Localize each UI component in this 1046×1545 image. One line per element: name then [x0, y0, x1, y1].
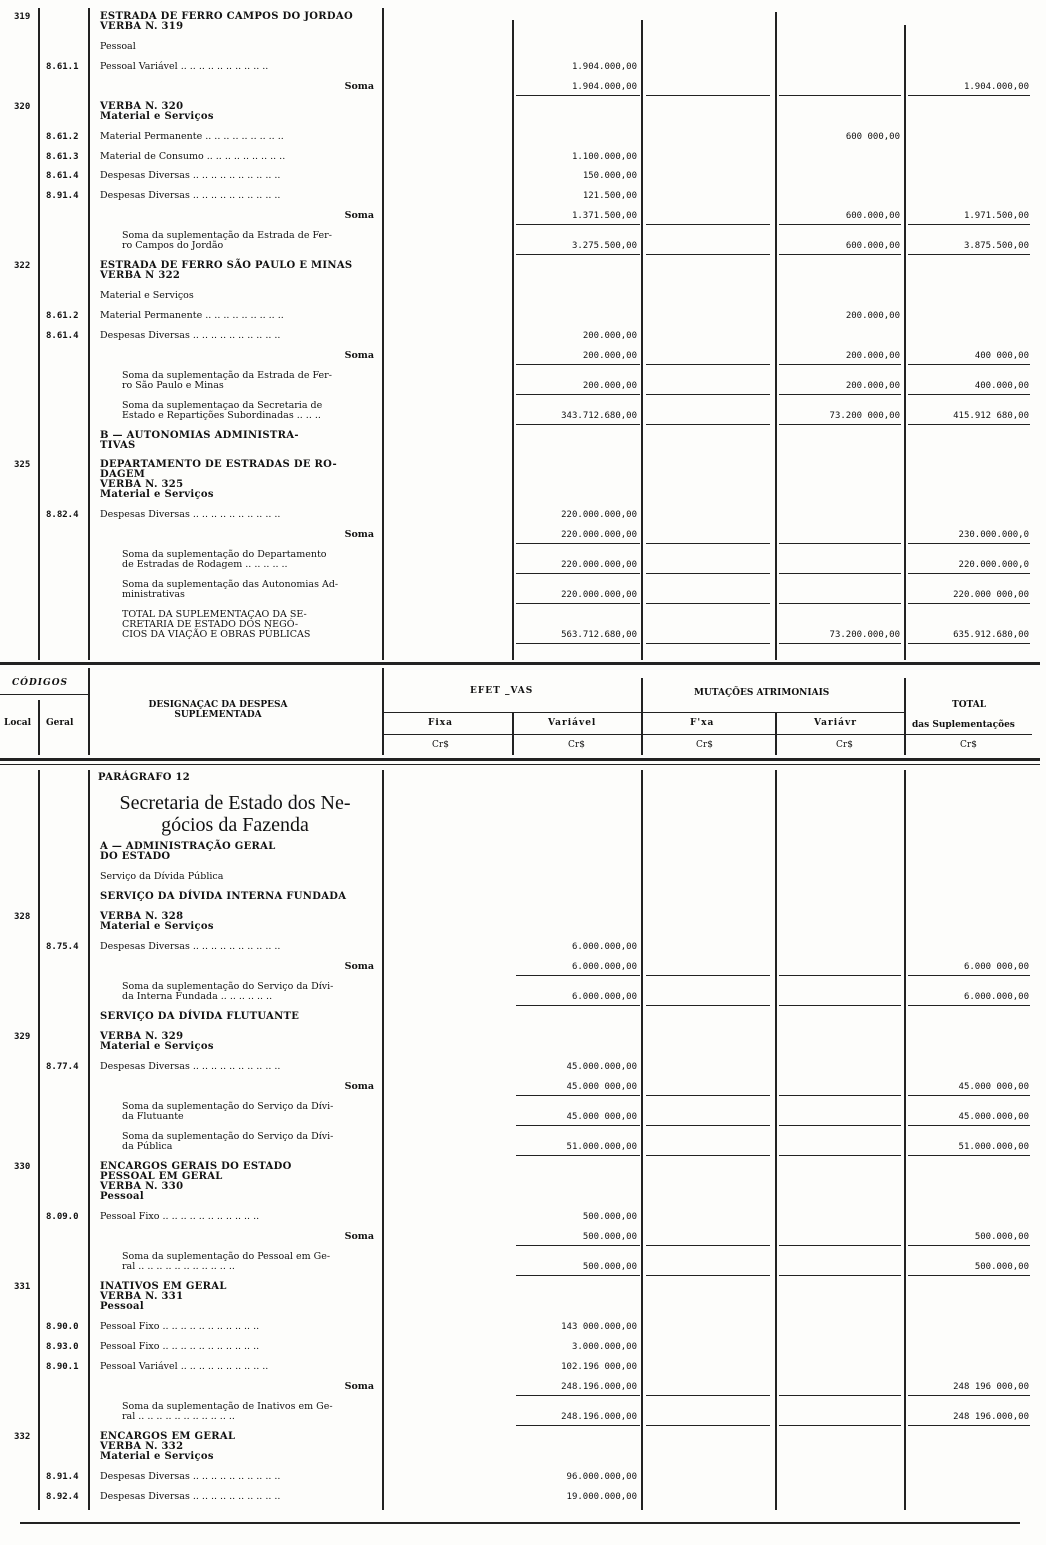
row-label: Despesas Diversas .. .. .. .. .. .. .. .. .. ..	[100, 190, 281, 202]
value-variavel: 96.000.000,00	[566, 1472, 637, 1482]
soma-label: Soma	[344, 349, 374, 361]
row-label: Despesas Diversas .. .. .. .. .. .. .. .. .. ..	[100, 1491, 281, 1502]
value-variavel: 6.000.000,00	[571, 942, 637, 952]
value-total: 220.000.000,0	[958, 560, 1029, 571]
value-variavel: 19.000.000,00	[566, 1492, 637, 1502]
rule-designacao-bottom	[382, 770, 384, 1510]
header-rule	[88, 668, 90, 755]
row-label: TOTAL DA SUPLEMENTAÇAO DA SE- CRETARIA DE ESTADO DOS NEGÓ- CIOS DA VIAÇÃO E OBRAS PÚBLICAS	[122, 609, 311, 641]
geral-code: 319	[14, 12, 31, 22]
header-local: Local	[4, 718, 32, 728]
value-variavel: 6.000.000,00	[571, 992, 637, 1002]
sum-rule	[779, 543, 901, 544]
local-code: 8.61.2	[46, 310, 79, 321]
value-total: 3.875.500,00	[963, 241, 1029, 252]
row-label: Soma da suplementaçao da Secretaria de Estado e Repartições Subordinadas .. .. ..	[122, 399, 323, 421]
sum-rule	[516, 364, 640, 365]
header-rule	[382, 668, 384, 755]
sum-rule	[908, 254, 1030, 255]
soma-label: Soma	[344, 961, 374, 972]
value-variavel: 220.000.000,00	[561, 530, 637, 541]
soma-label: Soma	[344, 1081, 374, 1092]
sum-rule	[779, 1245, 901, 1246]
row-label: ESTRADA DE FERRO CAMPOS DO JORDAO VERBA N. 319	[100, 11, 353, 32]
rule-mut-variavel-bottom	[904, 770, 906, 1510]
value-total: 220.000 000,00	[953, 590, 1029, 601]
row-label: Soma da suplementação da Estrada de Fer- ro Campos do Jordão	[122, 230, 332, 252]
local-code: 8.61.4	[46, 330, 79, 341]
sum-rule	[646, 364, 770, 365]
local-code: 8.75.4	[46, 942, 79, 952]
row-label: Serviço da Dívida Pública	[100, 871, 224, 882]
local-code: 8.92.4	[46, 1492, 79, 1502]
row-label: Material Permanente .. .. .. .. .. .. .. .. ..	[100, 309, 284, 321]
sum-rule	[779, 1005, 901, 1006]
row-label: Material de Consumo .. .. .. .. .. .. .. .. ..	[100, 150, 286, 162]
local-code: 8.91.4	[46, 191, 79, 202]
value-variavel: 51.000.000,00	[566, 1142, 637, 1152]
sum-rule	[516, 1155, 640, 1156]
local-code: 8.77.4	[46, 1062, 79, 1072]
value-variavel: 6.000.000,00	[571, 962, 637, 972]
sum-rule	[908, 643, 1030, 644]
sum-rule	[516, 1095, 640, 1096]
header-designacao: DESIGNAÇAC DA DESPESA SUPLEMENTADA	[148, 700, 288, 720]
sum-rule	[516, 975, 640, 976]
sum-rule	[908, 424, 1030, 425]
row-label: Pessoal Fixo .. .. .. .. .. .. .. .. .. .. ..	[100, 1211, 260, 1222]
row-label: DEPARTAMENTO DE ESTRADAS DE RO- DAGEM VERBA N. 325 Material e Serviços	[100, 459, 337, 501]
row-label: Soma da suplementação da Estrada de Fer- ro São Paulo e Minas	[122, 369, 332, 391]
sum-rule	[516, 1425, 640, 1426]
row-label: Despesas Diversas .. .. .. .. .. .. .. .. .. ..	[100, 1061, 281, 1072]
sum-rule	[646, 975, 770, 976]
row-label: Pessoal Variável .. .. .. .. .. .. .. .. .. ..	[100, 1361, 269, 1372]
row-label: VERBA N. 329 Material e Serviços	[100, 1031, 214, 1052]
sum-rule	[646, 254, 770, 255]
row-label: Soma da suplementação de Inativos em Ge- ral .. .. .. .. .. .. .. .. .. .. ..	[122, 1401, 333, 1422]
local-code: 8.90.1	[46, 1362, 79, 1372]
row-label: Pessoal Fixo .. .. .. .. .. .. .. .. .. .. ..	[100, 1341, 260, 1352]
sum-rule	[908, 224, 1030, 225]
value-variavel: 220.000.000,00	[561, 510, 637, 521]
sum-rule	[779, 573, 901, 574]
header-fixa: Fixa	[428, 718, 454, 728]
header-cr-mut-fixa: Cr$	[696, 740, 713, 750]
sum-rule	[646, 424, 770, 425]
header-rule	[382, 712, 904, 713]
header-codigos: CÓDIGOS	[12, 678, 69, 688]
sum-rule	[516, 643, 640, 644]
sum-rule	[779, 424, 901, 425]
sum-rule	[646, 1095, 770, 1096]
sum-rule	[646, 1275, 770, 1276]
sum-rule	[646, 224, 770, 225]
sum-rule	[779, 1095, 901, 1096]
sum-rule	[779, 364, 901, 365]
sum-rule	[779, 1395, 901, 1396]
value-mut-var: 73.200 000,00	[829, 410, 900, 421]
sum-rule	[646, 1245, 770, 1246]
row-label: Despesas Diversas .. .. .. .. .. .. .. .. .. ..	[100, 329, 281, 341]
value-variavel: 1.371.500,00	[571, 211, 637, 222]
rule-mut-fixa-bottom	[775, 770, 777, 1510]
sum-rule	[908, 1155, 1030, 1156]
local-code: 8.90.0	[46, 1322, 79, 1332]
row-label: Despesas Diversas .. .. .. .. .. .. .. .. .. ..	[100, 170, 281, 182]
local-code: 8.61.2	[46, 131, 79, 142]
value-variavel: 45.000 000,00	[566, 1112, 637, 1122]
sum-rule	[516, 1125, 640, 1126]
value-mut-var: 600.000,00	[845, 211, 900, 222]
value-variavel: 563.712.680,00	[561, 630, 637, 641]
paragrafo-title: PARÁGRAFO 12	[98, 772, 191, 783]
page-bottom-rule	[20, 1522, 1020, 1524]
row-label: Soma da suplementação do Departamento de Estradas de Rodagem .. .. .. .. ..	[122, 549, 327, 571]
value-mut-var: 600.000,00	[845, 241, 900, 252]
sum-rule	[516, 1245, 640, 1246]
rule-local	[88, 8, 90, 660]
value-total: 45.000 000,00	[958, 1082, 1029, 1092]
sum-rule	[908, 95, 1030, 96]
sum-rule	[646, 543, 770, 544]
sum-rule	[646, 643, 770, 644]
value-variavel: 220.000.000,00	[561, 590, 637, 601]
sum-rule	[646, 95, 770, 96]
value-variavel: 220.000.000,00	[561, 560, 637, 571]
header-rule	[775, 712, 777, 755]
row-label: A — ADMINISTRAÇÃO GERAL DO ESTADO	[100, 841, 276, 862]
soma-label: Soma	[344, 210, 374, 222]
row-label: VERBA N. 328 Material e Serviços	[100, 911, 214, 932]
rule-geral	[38, 8, 40, 660]
header-rule	[512, 712, 514, 755]
row-label: VERBA N. 320 Material e Serviços	[100, 100, 214, 122]
row-label: Soma da suplementação das Autonomias Ad- ministrativas	[122, 579, 339, 601]
value-mut-var: 200.000,00	[845, 380, 900, 391]
header-rule	[382, 734, 1032, 735]
row-label: Despesas Diversas .. .. .. .. .. .. .. .. .. ..	[100, 941, 281, 952]
value-variavel: 45.000.000,00	[566, 1062, 637, 1072]
sum-rule	[908, 1275, 1030, 1276]
sum-rule	[516, 543, 640, 544]
header-divider-thin	[0, 764, 1040, 765]
value-variavel: 102.196 000,00	[561, 1362, 637, 1372]
sum-rule	[779, 643, 901, 644]
header-rule	[904, 678, 906, 755]
geral-code: 329	[14, 1032, 31, 1042]
value-total: 1.904.000,00	[963, 81, 1029, 92]
geral-code: 331	[14, 1282, 31, 1292]
sum-rule	[516, 1395, 640, 1396]
value-mut-var: 73.200.000,00	[829, 630, 900, 641]
row-label: Soma da suplementação do Serviço da Dívi- da Flutuante	[122, 1101, 334, 1122]
value-total: 1.971.500,00	[963, 211, 1029, 222]
geral-code: 332	[14, 1432, 31, 1442]
value-variavel: 143 000.000,00	[561, 1322, 637, 1332]
row-label: Pessoal Variável .. .. .. .. .. .. .. .. .. ..	[100, 60, 269, 72]
sum-rule	[779, 603, 901, 604]
header-rule	[641, 678, 643, 755]
sum-rule	[908, 603, 1030, 604]
sum-rule	[646, 1125, 770, 1126]
rule-designacao	[382, 8, 384, 660]
sum-rule	[646, 1425, 770, 1426]
row-label: Soma da suplementação do Serviço da Dívi- da Interna Fundada .. .. .. .. .. ..	[122, 981, 334, 1002]
row-label: Pessoal	[100, 40, 136, 52]
soma-label: Soma	[344, 1231, 374, 1242]
header-variavel: Variável	[548, 718, 597, 728]
sum-rule	[646, 1395, 770, 1396]
sum-rule	[908, 1125, 1030, 1126]
value-variavel: 500.000,00	[582, 1262, 637, 1272]
soma-label: Soma	[344, 80, 374, 92]
value-variavel: 1.100.000,00	[571, 151, 637, 162]
geral-code: 322	[14, 261, 31, 272]
value-variavel: 200.000,00	[582, 330, 637, 341]
sum-rule	[779, 254, 901, 255]
local-code: 8.61.1	[46, 61, 79, 72]
soma-label: Soma	[344, 1381, 374, 1392]
value-variavel: 3.275.500,00	[571, 241, 637, 252]
value-variavel: 121.500,00	[582, 191, 637, 202]
sum-rule	[516, 424, 640, 425]
row-label: B — AUTONOMIAS ADMINISTRA- TIVAS	[100, 429, 299, 451]
sum-rule	[908, 364, 1030, 365]
row-label: Despesas Diversas .. .. .. .. .. .. .. .. .. ..	[100, 1471, 281, 1482]
rule-variavel-bottom	[641, 770, 643, 1510]
value-variavel: 500.000,00	[582, 1232, 637, 1242]
value-variavel: 3.000.000,00	[571, 1342, 637, 1352]
sum-rule	[516, 603, 640, 604]
value-total: 6.000.000,00	[963, 992, 1029, 1002]
rule-mut-variavel	[904, 25, 906, 660]
sum-rule	[908, 543, 1030, 544]
sum-rule	[908, 1395, 1030, 1396]
sum-rule	[779, 224, 901, 225]
value-variavel: 150.000,00	[582, 171, 637, 182]
header-das-suplementacoes: das Suplementações	[912, 720, 1015, 730]
sum-rule	[908, 1425, 1030, 1426]
rule-variavel	[641, 20, 643, 660]
sum-rule	[516, 95, 640, 96]
sum-rule	[779, 1155, 901, 1156]
value-total: 635.912.680,00	[953, 630, 1029, 641]
local-code: 8.93.0	[46, 1342, 79, 1352]
value-total: 51.000.000,00	[958, 1142, 1029, 1152]
header-mut-variavel: Variávr	[814, 718, 857, 728]
sum-rule	[908, 573, 1030, 574]
rule-local-bottom	[88, 770, 90, 1510]
sum-rule	[908, 1005, 1030, 1006]
value-total: 45.000.000,00	[958, 1112, 1029, 1122]
value-total: 230.000.000,0	[958, 530, 1029, 541]
value-total: 400 000,00	[974, 350, 1029, 361]
sum-rule	[646, 394, 770, 395]
header-cr-total: Cr$	[960, 740, 977, 750]
value-total: 6.000 000,00	[963, 962, 1029, 972]
row-label: SERVIÇO DA DÍVIDA INTERNA FUNDADA	[100, 891, 347, 902]
sum-rule	[516, 254, 640, 255]
local-code: 8.09.0	[46, 1212, 79, 1222]
row-label: Soma da suplementação do Serviço da Dívi- da Pública	[122, 1131, 334, 1152]
row-label: ENCARGOS EM GERAL VERBA N. 332 Material e Serviços	[100, 1431, 236, 1462]
value-total: 248 196.000,00	[953, 1412, 1029, 1422]
sum-rule	[646, 573, 770, 574]
header-mutacoes: MUTAÇÕES ATRIMONIAIS	[694, 688, 830, 698]
row-label: Soma da suplementação do Pessoal em Ge- ral .. .. .. .. .. .. .. .. .. .. ..	[122, 1251, 331, 1272]
value-mut-var: 200.000,00	[845, 310, 900, 321]
header-divider	[0, 758, 1040, 761]
sum-rule	[646, 603, 770, 604]
value-mut-var: 600 000,00	[845, 131, 900, 142]
header-cr-mut-variavel: Cr$	[836, 740, 853, 750]
header-rule	[0, 694, 88, 695]
header-efetivas: EFET _VAS	[470, 686, 534, 696]
value-total: 500.000,00	[974, 1262, 1029, 1272]
sum-rule	[516, 224, 640, 225]
value-total: 400.000,00	[974, 380, 1029, 391]
sum-rule	[908, 394, 1030, 395]
sum-rule	[908, 1245, 1030, 1246]
row-label: ESTRADA DE FERRO SÃO PAULO E MINAS VERBA N 322	[100, 260, 353, 282]
row-label: Material e Serviços	[100, 290, 194, 302]
header-geral: Geral	[46, 718, 74, 728]
row-label: Material Permanente .. .. .. .. .. .. .. .. ..	[100, 130, 284, 142]
value-variavel: 248.196.000,00	[561, 1412, 637, 1422]
header-mut-fixa: F'xa	[690, 718, 715, 728]
section-divider	[0, 662, 1040, 665]
sum-rule	[516, 573, 640, 574]
row-label: SERVIÇO DA DÍVIDA FLUTUANTE	[100, 1011, 300, 1022]
value-total: 500.000,00	[974, 1232, 1029, 1242]
sum-rule	[646, 1155, 770, 1156]
sum-rule	[779, 1125, 901, 1126]
sum-rule	[908, 975, 1030, 976]
rule-geral-bottom	[38, 770, 40, 1510]
value-total: 248 196 000,00	[953, 1382, 1029, 1392]
value-variavel: 45.000 000,00	[566, 1082, 637, 1092]
value-total: 415.912 680,00	[953, 410, 1029, 421]
value-variavel: 200.000,00	[582, 350, 637, 361]
geral-code: 325	[14, 460, 31, 471]
value-mut-var: 200.000,00	[845, 350, 900, 361]
value-variavel: 500.000,00	[582, 1212, 637, 1222]
local-code: 8.82.4	[46, 510, 79, 521]
sum-rule	[516, 394, 640, 395]
header-total: TOTAL	[952, 700, 987, 710]
local-code: 8.61.4	[46, 171, 79, 182]
header-cr-fixa: Cr$	[432, 740, 449, 750]
sum-rule	[516, 1275, 640, 1276]
local-code: 8.91.4	[46, 1472, 79, 1482]
sum-rule	[779, 95, 901, 96]
sum-rule	[779, 975, 901, 976]
row-label: Pessoal Fixo .. .. .. .. .. .. .. .. .. .. ..	[100, 1321, 260, 1332]
header-rule	[38, 700, 40, 755]
geral-code: 328	[14, 912, 31, 922]
row-label: ENCARGOS GERAIS DO ESTADO PESSOAL EM GERAL VERBA N. 330 Pessoal	[100, 1161, 292, 1202]
geral-code: 330	[14, 1162, 31, 1172]
row-label: Despesas Diversas .. .. .. .. .. .. .. .. .. ..	[100, 509, 281, 521]
secretaria-title: Secretaria de Estado dos Ne- gócios da Fazenda	[119, 792, 351, 836]
rule-fixa	[512, 20, 514, 660]
value-variavel: 1.904.000,00	[571, 61, 637, 72]
sum-rule	[646, 1005, 770, 1006]
row-label: INATIVOS EM GERAL VERBA N. 331 Pessoal	[100, 1281, 227, 1312]
value-variavel: 1.904.000,00	[571, 81, 637, 92]
value-variavel: 343.712.680,00	[561, 410, 637, 421]
sum-rule	[779, 1425, 901, 1426]
soma-label: Soma	[344, 529, 374, 541]
geral-code: 320	[14, 101, 31, 112]
sum-rule	[779, 1275, 901, 1276]
sum-rule	[516, 1005, 640, 1006]
local-code: 8.61.3	[46, 151, 79, 162]
rule-mut-fixa	[775, 12, 777, 660]
value-variavel: 200.000,00	[582, 380, 637, 391]
value-variavel: 248.196.000,00	[561, 1382, 637, 1392]
header-cr-variavel: Cr$	[568, 740, 585, 750]
sum-rule	[908, 1095, 1030, 1096]
sum-rule	[779, 394, 901, 395]
